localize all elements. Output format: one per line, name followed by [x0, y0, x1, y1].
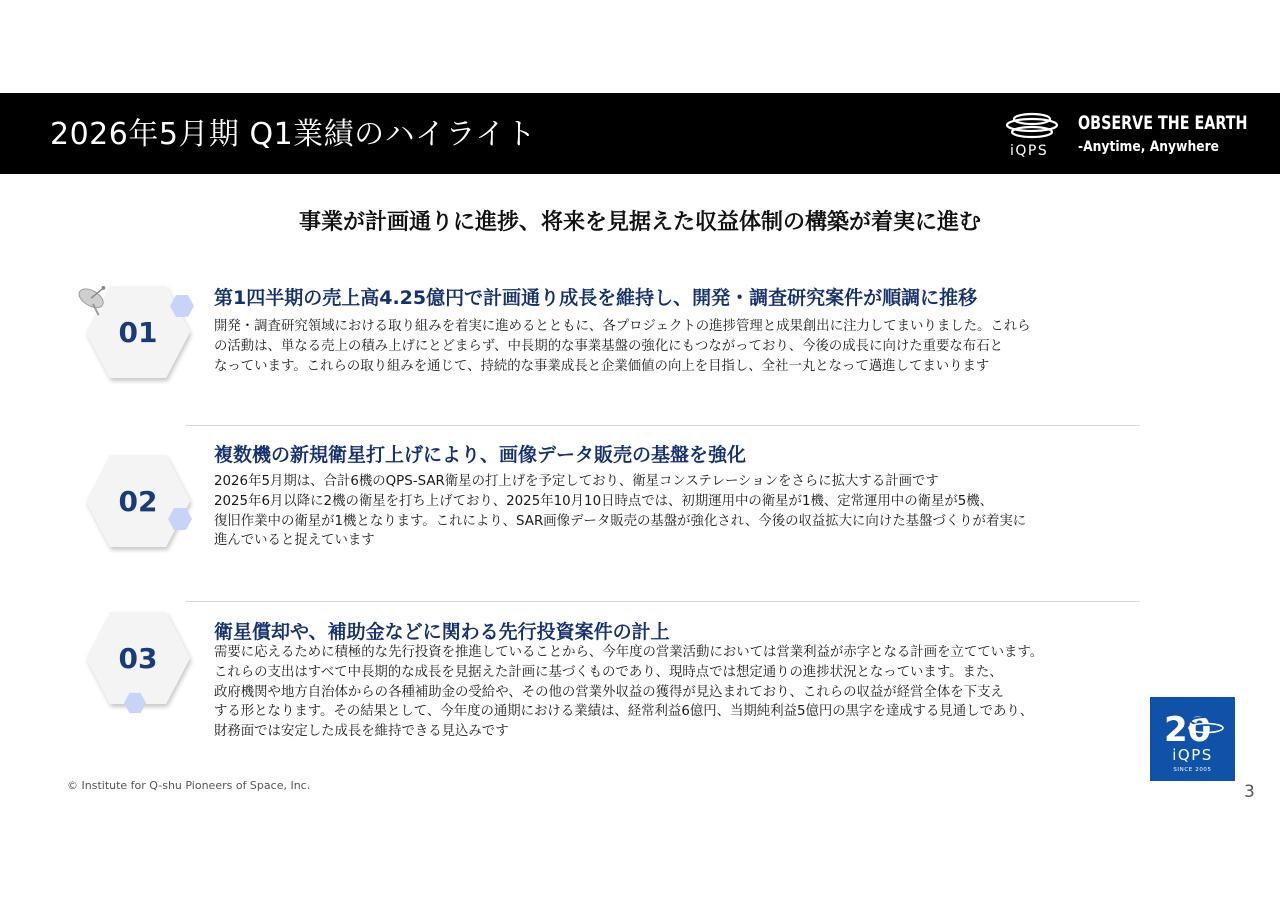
lavender-hexagon-decor — [167, 507, 193, 531]
badge-graphic — [1150, 697, 1235, 781]
iqps-20th-anniversary-badge-icon — [1150, 697, 1235, 781]
section-body — [214, 643, 1043, 742]
slide-title: 2026年5月期 Q1業績のハイライト — [50, 117, 537, 152]
iqps-ring-logo-icon — [1004, 110, 1060, 158]
brand-block — [1004, 108, 1264, 160]
section-line: なっています。これらの取り組みを通じて、持続的な事業成長と企業価値の向上を目指し、全社一丸となって邁進してまいります — [214, 358, 990, 374]
section-number: 03 — [118, 642, 158, 675]
section-line: 2025年6月以降に2機の衛星を打ち上げており、2025年10月10日時点では、初期運用中の衛星が1機、定常運用中の衛星が5機、 — [214, 493, 994, 509]
hexagon-number-badge — [78, 449, 198, 553]
section-line: 進んでいると捉えています — [214, 533, 375, 549]
section-line: 復旧作業中の衛星が1機となります。これにより、SAR画像データ販売の基盤が強化され、今後の収益拡大に向けた基盤づくりが着実に — [214, 513, 1027, 529]
badge-logo-text: iQPS — [1172, 746, 1213, 764]
satellite-dish-icon — [74, 285, 112, 319]
badge-digits: 20 — [1164, 710, 1212, 750]
section-line: 財務面では安定した成長を維持できる見込みです — [214, 724, 509, 740]
lavender-hexagon-decor — [169, 294, 195, 318]
section-divider — [186, 601, 1140, 602]
tagline-observe: OBSERVE THE EARTH — [1078, 113, 1248, 134]
page-number: 3 — [1244, 782, 1255, 802]
tagline-anytime: -Anytime, Anywhere — [1078, 139, 1220, 155]
header-bar — [0, 93, 1280, 174]
section-number: 01 — [118, 316, 158, 349]
copyright: © Institute for Q-shu Pioneers of Space, Inc. — [67, 779, 311, 792]
slide-subtitle: 事業が計画通りに進捗、将来を見据えた収益体制の構築が着実に進む — [298, 210, 981, 235]
section-line: これらの支出はすべて中長期的な成長を見据えた計画に基づくものであり、現時点では想定通りの進捗状況となっています。また、 — [214, 664, 1003, 680]
section-body — [214, 472, 1026, 551]
section-number: 02 — [118, 485, 158, 518]
badge-since: SINCE 2005 — [1173, 767, 1212, 773]
section-title: 衛星償却や、補助金などに関わる先行投資案件の計上 — [214, 621, 670, 643]
section-body — [214, 317, 1031, 376]
section-line: 需要に応えるために積極的な先行投資を推進していることから、今年度の営業活動においては営業利益が赤字となる計画を立てています。 — [214, 645, 1044, 660]
section-title: 複数機の新規衛星打上げにより、画像データ販売の基盤を強化 — [214, 444, 747, 466]
section-divider — [186, 425, 1140, 426]
section-line: の活動は、単なる売上の積み上げにとどまらず、中長期的な事業基盤の強化にもつながっており、今後の成長に向けた重要な布石と — [214, 338, 1003, 354]
section-line: 2026年5月期は、合計6機のQPS-SAR衛星の打上げを予定しており、衛星コンステレーションをさらに拡大する計画です — [214, 474, 939, 489]
section-line: 政府機関や地方自治体からの各種補助金の受給や、その他の営業外収益の獲得が見込まれており、これらの収益が経営全体を下支え — [214, 684, 1004, 700]
lavender-hexagon-decor — [123, 692, 147, 714]
section-line: 開発・調査研究領域における取り組みを着実に進めるとともに、各プロジェクトの進捗管理と成果創出に注力してまいりました。これら — [214, 319, 1031, 334]
section-title: 第1四半期の売上高4.25億円で計画通り成長を維持し、開発・調査研究案件が順調に推移 — [214, 287, 978, 309]
section-line: する形となります。その結果として、今年度の通期における業績は、経常利益6億円、当期純利益5億円の黒字を達成する見通しであり、 — [214, 704, 1034, 720]
header-logo-text: iQPS — [1010, 143, 1049, 158]
